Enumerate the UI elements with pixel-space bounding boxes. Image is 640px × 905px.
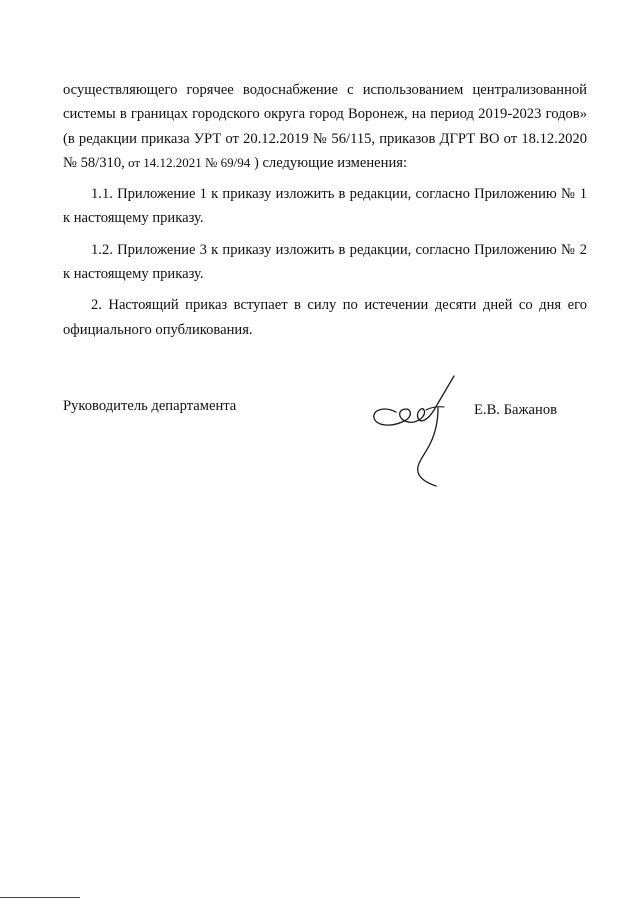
item-1-1: 1.1. Приложение 1 к приказу изложить в редакции, согласно Приложению № 1 к настоящему приказу. bbox=[63, 186, 587, 227]
intro-line-2: системы в границах городского округа город Воронеж, на период 2019-2023 bbox=[63, 106, 542, 123]
intro-paragraph bbox=[63, 78, 587, 175]
item-1-2: 1.2. Приложение 3 к приказу изложить в редакции, согласно Приложению № 2 к настоящему приказу. bbox=[63, 241, 587, 283]
footnote-separator bbox=[0, 897, 80, 898]
intro-line-4-b: от 14.12.2021 № 69/94 bbox=[124, 154, 251, 170]
signatory-name: Е.В. Бажанов bbox=[474, 402, 558, 418]
signatory-title: Руководитель департамента bbox=[63, 398, 237, 414]
intro-line-3: годов» (в редакции приказа УРТ от 20.12.2019 № 56/115, приказов ДГРТ ВО от bbox=[63, 106, 587, 147]
intro-line-4-a: 18.12.2020 № 58/310, bbox=[63, 130, 587, 171]
handwritten-signature bbox=[366, 370, 466, 490]
intro-line-4-c: ) следующие изменения: bbox=[250, 154, 408, 171]
item-2: 2. Настоящий приказ вступает в силу по истечении десяти дней со дня его официального опубликования. bbox=[63, 297, 587, 338]
document-body bbox=[63, 78, 587, 342]
intro-line-1: осуществляющего горячее водоснабжение с использованием централизованной bbox=[63, 82, 587, 98]
